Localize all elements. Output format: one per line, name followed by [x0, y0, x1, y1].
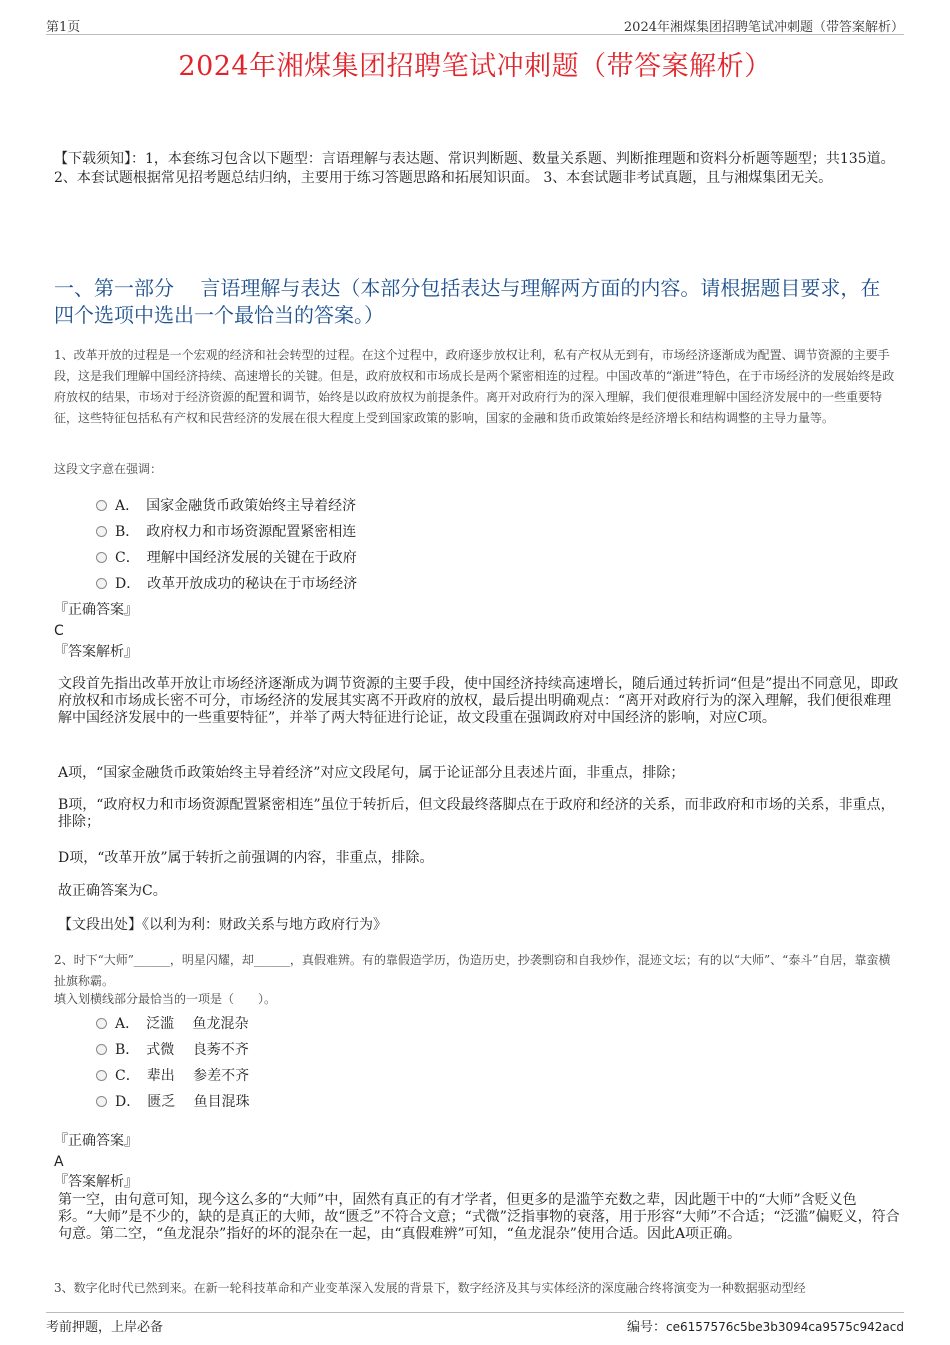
q1-analysis-p1: 文段首先指出改革开放让市场经济逐渐成为调节资源的主要手段，使中国经济持续高速增长，随后通过转折词“但是”提出不同意见，即政府放权和市场成长密不可分，市场经济的发展其实离不开政府的放权，最后提出明确观点：“离开对政府行为的深入理解，我们便很难理解中国经济发展中的一些重要特征”，并举了两大特征进行论证，故文段重在强调政府对中国经济的影响，对应C项。 — [58, 676, 899, 726]
option-text: C． 理解中国经济发展的关键在于政府 — [115, 550, 357, 566]
q1-option-c[interactable] — [96, 545, 357, 571]
radio-icon[interactable] — [96, 578, 107, 589]
q1-analysis-p4: D项，“改革开放”属于转折之前强调的内容，非重点，排除。 — [58, 850, 434, 866]
q1-analysis-p3: B项，“政府权力和市场资源配置紧密相连”虽位于转折后，但文段最终落脚点在于政府和经济的关系，而非政府和市场的关系，非重点，排除； — [58, 797, 895, 830]
q2-option-c[interactable] — [96, 1063, 250, 1089]
page-header — [46, 14, 904, 35]
q1-answer: C — [54, 623, 64, 639]
q2-option-a[interactable] — [96, 1011, 250, 1037]
document-title: 2024年湘煤集团招聘笔试冲刺题（带答案解析） — [178, 51, 772, 82]
q2-analysis: 第一空，由句意可知，现今这么多的“大师”中，固然有真正的有才学者，但更多的是滥竽充数之辈，因此题干中的“大师”含贬义色彩。“大师”是不少的，缺的是真正的大师，故“匮乏”不符合文意；“式微”泛指事物的衰落，用于形容“大师”不合适；“泛滥”偏贬义，符合句意。第二空，“鱼龙混杂”指好的坏的混杂在一起，由“真假难辨”可知，“鱼龙混杂”使用合适。因此A项正确。 — [58, 1192, 900, 1242]
q2-answer: A — [54, 1154, 64, 1170]
q2-option-d[interactable] — [96, 1089, 250, 1115]
q1-options — [96, 493, 357, 597]
option-text: D． 匮乏 鱼目混珠 — [115, 1094, 250, 1110]
q2-option-b[interactable] — [96, 1037, 250, 1063]
q1-analysis-p5: 故正确答案为C。 — [58, 883, 167, 899]
page-number: 第1页 — [46, 20, 81, 35]
q1-analysis-label: 『答案解析』 — [54, 644, 138, 660]
q1-question: 这段文字意在强调： — [54, 462, 163, 476]
radio-icon[interactable] — [96, 500, 107, 511]
radio-icon[interactable] — [96, 1096, 107, 1107]
download-notice: 【下载须知】：1，本套练习包含以下题型：言语理解与表达题、常识判断题、数量关系题、判断推理题和资料分析题等题型；共135道。 2、本套试题根据常见招考题总结归纳，主要用于练习答题思路和拓展知识面。 3、本套试题非考试真题，且与湘煤集团无关。 — [54, 151, 895, 186]
q1-option-d[interactable] — [96, 571, 357, 597]
code-value: ce6157576c5be3b3094ca9575c942acd — [665, 1320, 904, 1334]
q1-option-a[interactable] — [96, 493, 357, 519]
option-text: A． 泛滥 鱼龙混杂 — [115, 1016, 249, 1032]
q1-stem: 1、改革开放的过程是一个宏观的经济和社会转型的过程。在这个过程中，政府逐步放权让利，私有产权从无到有，市场经济逐渐成为配置、调节资源的主要手段，这是我们理解中国经济持续、高速增长的关键。但是，政府放权和市场成长是两个紧密相连的过程。中国改革的“渐进”特色，在于市场经济的发展始终是政府放权的结果，市场对于经济资源的配置和调节，始终是以政府放权为前提条件。离开对政府行为的深入理解，我们便很难理解中国经济发展中的一些重要特征，这些特征包括私有产权和民营经济的发展在很大程度上受到国家政策的影响，国家的金融和货币政策始终是经济增长和结构调整的主导力量等。 — [54, 348, 895, 425]
q1-source: 【文段出处】《以利为利：财政关系与地方政府行为》 — [58, 917, 387, 933]
option-text: C． 辈出 参差不齐 — [115, 1068, 250, 1084]
option-text: D． 改革开放成功的秘诀在于市场经济 — [115, 576, 358, 592]
q2-question: 填入划横线部分最恰当的一项是（ ）。 — [54, 992, 277, 1006]
q2-analysis-label: 『答案解析』 — [54, 1174, 138, 1190]
footer-code — [627, 1316, 904, 1335]
page-footer — [46, 1312, 904, 1333]
q2-stem: 2、时下“大师”______，明星闪耀，却______，真假难辨。有的靠假造学历，伪造历史，抄袭剽窃和自我炒作，混迹文坛；有的以“大师”、“泰斗”自居，靠蛮横扯旗称霸。 — [54, 953, 891, 988]
option-text: B． 式微 良莠不齐 — [115, 1042, 249, 1058]
radio-icon[interactable] — [96, 1044, 107, 1055]
option-text: B． 政府权力和市场资源配置紧密相连 — [115, 524, 357, 540]
footer-slogan: 考前押题，上岸必备 — [46, 1320, 164, 1335]
q1-option-b[interactable] — [96, 519, 357, 545]
q3-stem: 3、数字化时代已然到来。在新一轮科技革命和产业变革深入发展的背景下，数字经济及其与实体经济的深度融合终将演变为一种数据驱动型经 — [54, 1281, 806, 1295]
header-doc-title: 2024年湘煤集团招聘笔试冲刺题（带答案解析） — [623, 20, 904, 35]
radio-icon[interactable] — [96, 526, 107, 537]
option-text: A． 国家金融货币政策始终主导着经济 — [115, 498, 357, 514]
code-label: 编号： — [626, 1320, 666, 1335]
radio-icon[interactable] — [96, 552, 107, 563]
section-heading: 一、第一部分 言语理解与表达（本部分包括表达与理解两方面的内容。请根据题目要求，在四个选项中选出一个最恰当的答案。） — [54, 276, 881, 327]
radio-icon[interactable] — [96, 1018, 107, 1029]
radio-icon[interactable] — [96, 1070, 107, 1081]
q2-options — [96, 1011, 250, 1115]
q2-answer-label: 『正确答案』 — [54, 1133, 138, 1149]
q1-analysis-p2: A项，“国家金融货币政策始终主导着经济”对应文段尾句，属于论证部分且表述片面，非重点，排除； — [58, 765, 685, 781]
q1-answer-label: 『正确答案』 — [54, 602, 138, 618]
